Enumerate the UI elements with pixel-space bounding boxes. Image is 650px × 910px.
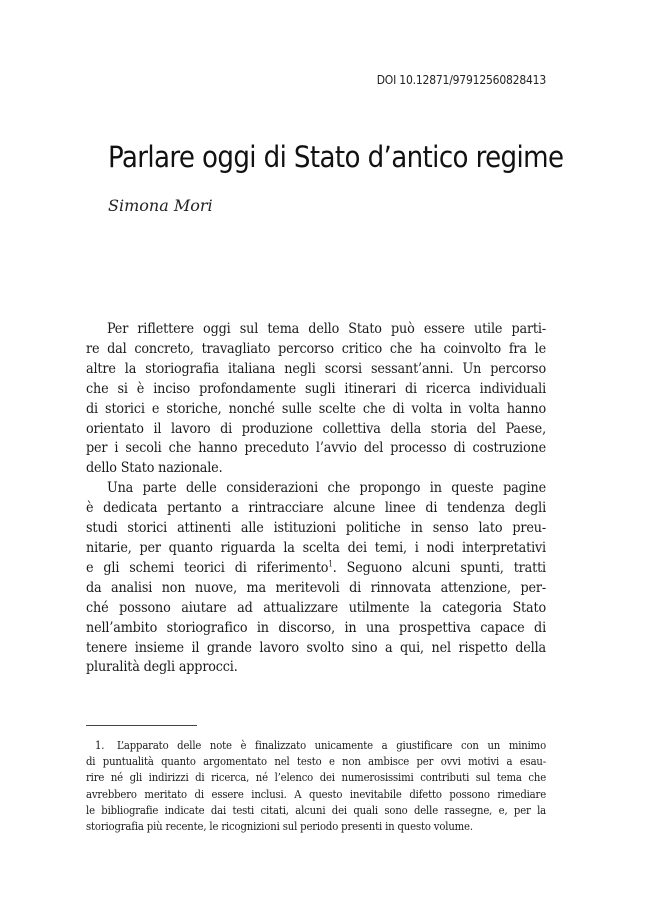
body-line: re dal concreto, travagliato percorso critico che ha coinvolto fra le: [86, 340, 546, 357]
footnote-line: storiografia più recente, le ricognizioni sul periodo presenti in questo volume.: [86, 820, 473, 834]
article-body: [86, 320, 546, 678]
body-line: nitarie, per quanto riguarda la scelta dei temi, i nodi interpretativi: [86, 539, 546, 556]
footnote-text: L’apparato delle note è finalizzato unicamente a giustificare con un minimo: [117, 739, 546, 752]
body-line-with-footnote-ref: [86, 559, 546, 579]
footnote-ref[interactable]: 1: [328, 559, 333, 569]
footnote: [86, 738, 546, 835]
article-title: Parlare oggi di Stato d’antico regime: [108, 140, 564, 174]
body-line: Una parte delle considerazioni che propongo in queste pagine: [107, 480, 546, 497]
footnote-line: rire né gli indirizzi di ricerca, né l’elenco dei numerosissimi contributi sul tema che: [86, 771, 546, 785]
article-author: Simona Mori: [108, 196, 213, 215]
footnote-line: avrebbero meritato di essere inclusi. A questo inevitabile difetto possono rimediare: [86, 787, 546, 801]
body-text: e gli schemi teorici di riferimento: [86, 559, 329, 576]
body-line: altre la storiografia italiana negli scorsi sessant’anni. Un percorso: [86, 360, 546, 377]
body-line: orientato il lavoro di produzione collettiva della storia del Paese,: [86, 420, 546, 437]
body-line: da analisi non nuove, ma meritevoli di rinnovata attenzione, per-: [86, 579, 546, 596]
footnote-line: le bibliografie indicate dai testi citati, alcuni dei quali sono delle rassegne, e, per la: [86, 803, 546, 817]
body-line: che si è inciso profondamente sugli itinerari di ricerca individuali: [86, 380, 546, 397]
body-text: . Seguono alcuni spunti, tratti: [332, 559, 546, 576]
footnote-line: [86, 738, 546, 754]
body-line: pluralità degli approcci.: [86, 659, 238, 676]
body-line: nell’ambito storiografico in discorso, in una prospettiva capace di: [86, 619, 546, 636]
paragraph-2: [86, 479, 546, 678]
body-line: studi storici attinenti alle istituzioni politiche in senso lato preu-: [86, 520, 546, 537]
paragraph-1: [86, 320, 546, 479]
body-line: è dedicata pertanto a rintracciare alcune linee di tendenza degli: [86, 500, 546, 517]
body-line: Per riflettere oggi sul tema dello Stato può essere utile parti-: [107, 321, 546, 337]
body-line: tenere insieme il grande lavoro svolto sino a qui, nel rispetto della: [86, 639, 546, 656]
body-line: ché possono aiutare ad attualizzare utilmente la categoria Stato: [86, 599, 546, 616]
body-line: di storici e storiche, nonché sulle scelte che di volta in volta hanno: [86, 400, 546, 417]
body-line: per i secoli che hanno preceduto l’avvio del processo di costruzione: [86, 440, 546, 457]
footnote-number: 1.: [95, 739, 105, 752]
doi-label: DOI 10.12871/97912560828413: [376, 73, 546, 87]
footnote-line: di puntualità quanto argomentato nel testo e non ambisce per ovvi motivi a esau-: [86, 755, 546, 769]
body-line: dello Stato nazionale.: [86, 460, 223, 477]
footnote-separator: [86, 725, 197, 726]
